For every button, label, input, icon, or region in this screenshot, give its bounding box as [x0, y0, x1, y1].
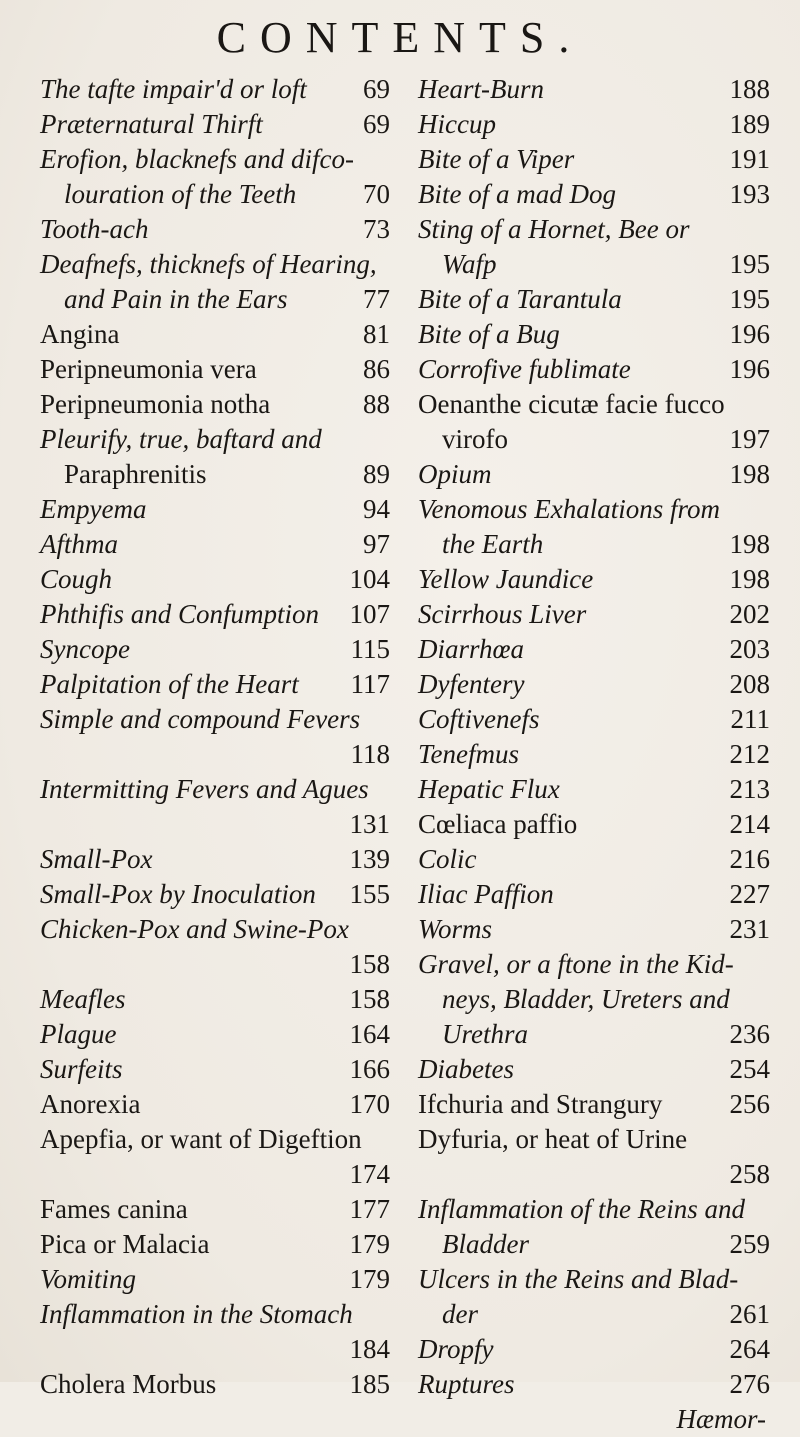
page-number: 191 [729, 144, 770, 174]
contents-entry [40, 212, 390, 247]
contents-entry [40, 877, 390, 912]
page-number: 236 [729, 1019, 770, 1049]
entry-title-text: Tenefmus [418, 739, 520, 769]
contents-entry [40, 387, 390, 422]
contents-entry [40, 72, 390, 107]
entry-title-text: Vomiting [40, 1264, 137, 1294]
contents-entry [40, 597, 390, 632]
entry-title-text: Scirrhous Liver [418, 599, 587, 629]
contents-entry [418, 807, 770, 842]
contents-entry [40, 492, 390, 527]
contents-entry [40, 352, 390, 387]
entry-title-text: Bladder [442, 1229, 529, 1259]
page-number: 196 [729, 319, 770, 349]
entry-title-text: Dyfentery [418, 669, 525, 699]
entry-title-text: Worms [418, 914, 493, 944]
entry-title-text: Angina [40, 319, 120, 349]
entry-title-text: Erofion, blacknefs and difco- [40, 144, 354, 174]
contents-entry [418, 1367, 770, 1402]
page-number: 227 [729, 879, 770, 909]
entry-title-text: Bite of a mad Dog [418, 179, 616, 209]
contents-entry [40, 317, 390, 352]
page-number: 216 [729, 844, 770, 874]
page-number: 211 [730, 704, 770, 734]
contents-entry [40, 1122, 390, 1192]
entry-title-text: Heart-Burn [418, 74, 544, 104]
entry-title-text: Simple and compound Fevers [40, 704, 361, 734]
page-number: 193 [729, 179, 770, 209]
contents-entry [418, 912, 770, 947]
page-number: 97 [363, 529, 390, 559]
entry-title-text: Sting of a Hornet, Bee or [418, 214, 690, 244]
contents-entry [418, 317, 770, 352]
entry-title-text: Tooth-ach [40, 214, 149, 244]
contents-entry [40, 1087, 390, 1122]
entry-title-text: Small-Pox by Inoculation [40, 879, 316, 909]
entry-title-text: Apepfia, or want of Digeftion [40, 1124, 362, 1154]
page-number: 131 [349, 809, 390, 839]
contents-entry [418, 1122, 770, 1192]
page-number: 73 [363, 214, 390, 244]
contents-entry [418, 142, 770, 177]
page-number: 264 [729, 1334, 770, 1364]
contents-entry [418, 1192, 770, 1262]
entry-title-text: Bite of a Tarantula [418, 284, 622, 314]
contents-entry [40, 772, 390, 842]
entry-title-text: Venomous Exhalations from [418, 494, 720, 524]
entry-title-text: Dyfuria, or heat of Urine [418, 1124, 688, 1154]
page-number: 164 [349, 1019, 390, 1049]
entry-title-text: and Pain in the Ears [64, 284, 288, 314]
page-number: 86 [363, 354, 390, 384]
page-number: 195 [729, 284, 770, 314]
contents-entry [40, 982, 390, 1017]
entry-title-text: Bite of a Viper [418, 144, 575, 174]
page-number: 261 [729, 1299, 770, 1329]
entry-title-text: the Earth [442, 529, 544, 559]
contents-entry [418, 72, 770, 107]
entry-title-text: Gravel, or a ftone in the Kid- [418, 949, 734, 979]
contents-entry [40, 1192, 390, 1227]
page-number: 70 [363, 179, 390, 209]
entry-title-text: Meafles [40, 984, 126, 1014]
contents-entry [40, 702, 390, 772]
page-number: 259 [729, 1229, 770, 1259]
entry-title-text: Corrofive fublimate [418, 354, 631, 384]
contents-entry [40, 632, 390, 667]
entry-title-text: Deafnefs, thicknefs of Hearing, [40, 249, 377, 279]
page-number: 196 [729, 354, 770, 384]
entry-title-text: Cœliaca paffio [418, 809, 578, 839]
contents-entry [40, 1052, 390, 1087]
page-number: 231 [729, 914, 770, 944]
page-number: 177 [349, 1194, 390, 1224]
page-number: 77 [363, 284, 390, 314]
entry-title-text: Inflammation in the Stomach [40, 1299, 353, 1329]
contents-entry [40, 1017, 390, 1052]
page-number: 213 [729, 774, 770, 804]
contents-column-left [40, 72, 390, 1402]
page-number: 254 [729, 1054, 770, 1084]
page-number: 214 [729, 809, 770, 839]
entry-title-text: Surfeits [40, 1054, 123, 1084]
page-number: 88 [363, 389, 390, 419]
contents-entry [418, 352, 770, 387]
page-number: 189 [729, 109, 770, 139]
page-number: 170 [349, 1089, 390, 1119]
contents-entry [418, 947, 770, 1052]
page-number: 69 [363, 109, 390, 139]
page-number: 158 [349, 984, 390, 1014]
page-number: 198 [729, 529, 770, 559]
entry-title-text: Chicken-Pox and Swine-Pox [40, 914, 349, 944]
contents-entry [418, 667, 770, 702]
contents-entry [418, 772, 770, 807]
page-number: 258 [729, 1159, 770, 1189]
page-header: CONTENTS. [216, 13, 584, 62]
contents-entry [418, 562, 770, 597]
entry-title-text: Ruptures [418, 1369, 515, 1399]
entry-title-text: Urethra [442, 1019, 528, 1049]
entry-title-text: Ifchuria and Strangury [418, 1089, 663, 1119]
entry-title-text: Intermitting Fevers and Agues [40, 774, 369, 804]
page-number: 89 [363, 459, 390, 489]
page-number: 158 [349, 949, 390, 979]
entry-title-text: Bite of a Bug [418, 319, 560, 349]
page-number: 174 [349, 1159, 390, 1189]
contents-entry [40, 527, 390, 562]
page-number: 184 [349, 1334, 390, 1364]
contents-entry [40, 1367, 390, 1402]
page-number: 69 [363, 74, 390, 104]
entry-title-text: Palpitation of the Heart [40, 669, 299, 699]
contents-entry [40, 422, 390, 492]
entry-title-text: Plague [40, 1019, 117, 1049]
page-number: 166 [349, 1054, 390, 1084]
contents-entry [418, 107, 770, 142]
page-number: 202 [729, 599, 770, 629]
contents-entry [418, 212, 770, 282]
entry-title-text: virofo [442, 424, 508, 454]
contents-entry [40, 667, 390, 702]
entry-title-text: neys, Bladder, Ureters and [442, 984, 730, 1014]
page-number: 188 [729, 74, 770, 104]
contents-entry [40, 1262, 390, 1297]
page-number: 276 [729, 1369, 770, 1399]
entry-title-text: Yellow Jaundice [418, 564, 594, 594]
entry-title-text: Ulcers in the Reins and Blad- [418, 1264, 739, 1294]
entry-title-text: Diabetes [418, 1054, 514, 1084]
contents-entry [418, 597, 770, 632]
contents-entry [418, 282, 770, 317]
contents-entry [418, 632, 770, 667]
contents-entry [418, 492, 770, 562]
contents-entry [418, 1262, 770, 1332]
page-number: 115 [350, 634, 390, 664]
entry-title-text: Wafp [442, 249, 497, 279]
contents-entry [40, 1297, 390, 1367]
entry-title-text: Small-Pox [40, 844, 153, 874]
contents-entry [418, 877, 770, 912]
contents-entry [40, 1227, 390, 1262]
entry-title-text: Coftivenefs [418, 704, 540, 734]
entry-title-text: Afthma [40, 529, 118, 559]
entry-title-text: Peripneumonia vera [40, 354, 257, 384]
page-number: 185 [349, 1369, 390, 1399]
page-number: 212 [729, 739, 770, 769]
entry-title-text: Opium [418, 459, 492, 489]
page-number: 195 [729, 249, 770, 279]
page-number: 179 [349, 1229, 390, 1259]
contents-entry [40, 142, 390, 212]
page-number: 139 [349, 844, 390, 874]
contents-entry [418, 702, 770, 737]
contents-entry [418, 1052, 770, 1087]
page-number: 256 [729, 1089, 770, 1119]
page-number: 118 [350, 739, 390, 769]
page-number: 81 [363, 319, 390, 349]
page-number: 107 [349, 599, 390, 629]
page-number: 198 [729, 564, 770, 594]
entry-title-text: Cholera Morbus [40, 1369, 217, 1399]
entry-title-text: Dropfy [418, 1334, 494, 1364]
page-number: 179 [349, 1264, 390, 1294]
contents-entry [418, 1087, 770, 1122]
page-number: 117 [350, 669, 390, 699]
entry-title-text: Fames canina [40, 1194, 188, 1224]
entry-title-text: Peripneumonia notha [40, 389, 271, 419]
contents-entry [40, 912, 390, 982]
page-number: 203 [729, 634, 770, 664]
entry-title-text: Præternatural Thirft [40, 109, 263, 139]
entry-title-text: Syncope [40, 634, 130, 664]
entry-title-text: Empyema [40, 494, 147, 524]
contents-entry [418, 1332, 770, 1367]
contents-entry [418, 737, 770, 772]
page-number: 208 [729, 669, 770, 699]
entry-title-text: Inflammation of the Reins and [418, 1194, 745, 1224]
catchword: Hæmor- [676, 1404, 766, 1434]
page-number: 197 [729, 424, 770, 454]
entry-title-text: Cough [40, 564, 113, 594]
entry-title-text: Colic [418, 844, 477, 874]
entry-title-text: Pleurify, true, baftard and [40, 424, 322, 454]
contents-entry [40, 842, 390, 877]
entry-title-text: Hiccup [418, 109, 496, 139]
page-number: 104 [349, 564, 390, 594]
contents-entry [418, 457, 770, 492]
entry-title-text: Pica or Malacia [40, 1229, 210, 1259]
entry-title-text: Anorexia [40, 1089, 141, 1119]
contents-entry [40, 247, 390, 317]
contents-entry [418, 177, 770, 212]
contents-column-right [418, 72, 770, 1437]
contents-entry [40, 562, 390, 597]
entry-title-text: der [442, 1299, 478, 1329]
page-number: 94 [363, 494, 390, 524]
page-number: 198 [729, 459, 770, 489]
entry-title-text: Iliac Paffion [418, 879, 554, 909]
entry-title-text: The tafte impair'd or loft [40, 74, 307, 104]
entry-title-text: Paraphrenitis [64, 459, 207, 489]
contents-entry [40, 107, 390, 142]
entry-title-text: Hepatic Flux [418, 774, 560, 804]
contents-entry [418, 387, 770, 457]
entry-title-text: Phthifis and Confumption [40, 599, 320, 629]
page-number: 155 [349, 879, 390, 909]
contents-entry [418, 842, 770, 877]
entry-title-text: louration of the Teeth [64, 179, 297, 209]
entry-title-text: Oenanthe cicutæ facie fucco [418, 389, 725, 419]
entry-title-text: Diarrhœa [418, 634, 525, 664]
